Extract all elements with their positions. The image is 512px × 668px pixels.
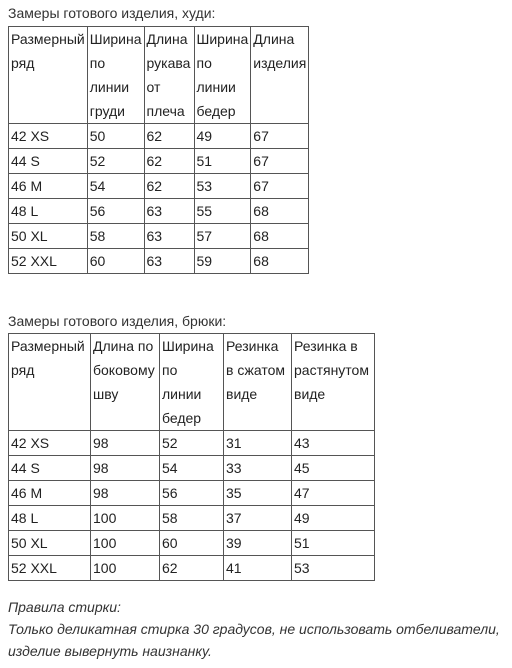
hoodie-table-header <box>9 27 309 124</box>
measure-cell: 53 <box>194 174 251 199</box>
column-header <box>292 334 375 431</box>
measure-cell: 55 <box>194 199 251 224</box>
table-row <box>9 124 309 149</box>
measure-cell: 49 <box>194 124 251 149</box>
measure-cell: 47 <box>292 481 375 506</box>
hoodie-size-table <box>8 26 309 274</box>
column-header <box>160 334 224 431</box>
size-cell: 52 XXL <box>9 249 88 274</box>
measure-cell: 51 <box>292 531 375 556</box>
measure-cell: 67 <box>251 149 309 174</box>
size-cell: 48 L <box>9 506 91 531</box>
measure-cell: 68 <box>251 224 309 249</box>
column-header <box>87 27 144 124</box>
column-header-line: линии <box>162 386 202 402</box>
table-row <box>9 199 309 224</box>
column-header <box>194 27 251 124</box>
table-row <box>9 481 375 506</box>
washing-instructions <box>8 596 508 662</box>
column-header-line: плеча <box>146 103 185 119</box>
column-header-line: ряд <box>11 55 35 71</box>
table-row <box>9 506 375 531</box>
column-header-line: Ширина <box>196 31 249 47</box>
column-header-line: растянутом <box>294 362 369 378</box>
measure-cell: 98 <box>91 431 160 456</box>
measure-cell: 63 <box>144 224 194 249</box>
column-header-line: Длина <box>253 31 295 47</box>
table-row <box>9 431 375 456</box>
column-header-line: по <box>196 55 212 71</box>
measure-cell: 53 <box>292 556 375 581</box>
measure-cell: 52 <box>87 149 144 174</box>
column-header-line: Ширина <box>89 31 142 47</box>
measure-cell: 62 <box>160 556 224 581</box>
column-header-line: груди <box>89 103 125 119</box>
measure-cell: 51 <box>194 149 251 174</box>
measure-cell: 37 <box>224 506 292 531</box>
measure-cell: 60 <box>160 531 224 556</box>
measure-cell: 63 <box>144 199 194 224</box>
header-row <box>9 334 375 431</box>
size-cell: 48 L <box>9 199 88 224</box>
column-header <box>144 27 194 124</box>
column-header-line: Длина <box>146 31 188 47</box>
column-header-line: шву <box>93 386 119 402</box>
table-row <box>9 149 309 174</box>
column-header-line: Резинка в <box>294 338 358 354</box>
size-cell: 50 XL <box>9 224 88 249</box>
measure-cell: 58 <box>160 506 224 531</box>
column-header-line: Ширина <box>162 338 214 354</box>
washing-title: Правила стирки: <box>8 599 121 615</box>
column-header <box>9 27 88 124</box>
measure-cell: 35 <box>224 481 292 506</box>
table-row <box>9 174 309 199</box>
measure-cell: 50 <box>87 124 144 149</box>
hoodie-table-caption: Замеры готового изделия, худи: <box>8 5 216 21</box>
column-header-line: по <box>162 362 178 378</box>
measure-cell: 68 <box>251 199 309 224</box>
measure-cell: 98 <box>91 481 160 506</box>
pants-table-body <box>9 431 375 581</box>
washing-line-2: изделие вывернуть наизнанку. <box>8 643 212 659</box>
pants-table-caption: Замеры готового изделия, брюки: <box>8 313 227 329</box>
measure-cell: 56 <box>87 199 144 224</box>
column-header-line: боковому <box>93 362 155 378</box>
column-header-line: Длина по <box>93 338 154 354</box>
measure-cell: 56 <box>160 481 224 506</box>
table-row <box>9 456 375 481</box>
column-header-line: бедер <box>162 410 202 426</box>
size-cell: 46 M <box>9 174 88 199</box>
table-row <box>9 224 309 249</box>
measure-cell: 68 <box>251 249 309 274</box>
size-cell: 44 S <box>9 149 88 174</box>
measure-cell: 54 <box>87 174 144 199</box>
column-header-line: от <box>146 79 161 95</box>
measure-cell: 62 <box>144 174 194 199</box>
measure-cell: 33 <box>224 456 292 481</box>
table-row <box>9 531 375 556</box>
table-row <box>9 556 375 581</box>
column-header <box>91 334 160 431</box>
measure-cell: 100 <box>91 556 160 581</box>
measure-cell: 43 <box>292 431 375 456</box>
hoodie-table-body <box>9 124 309 274</box>
measure-cell: 57 <box>194 224 251 249</box>
column-header-line: линии <box>196 79 236 95</box>
measure-cell: 100 <box>91 531 160 556</box>
measure-cell: 63 <box>144 249 194 274</box>
column-header-line: Размерный <box>11 338 85 354</box>
size-cell: 46 M <box>9 481 91 506</box>
column-header-line: виде <box>226 386 258 402</box>
measure-cell: 58 <box>87 224 144 249</box>
measure-cell: 49 <box>292 506 375 531</box>
column-header-line: линии <box>89 79 130 95</box>
column-header <box>224 334 292 431</box>
column-header <box>9 334 91 431</box>
size-cell: 52 XXL <box>9 556 91 581</box>
column-header-line: по <box>89 55 106 71</box>
size-cell: 42 XS <box>9 431 91 456</box>
measure-cell: 45 <box>292 456 375 481</box>
measure-cell: 54 <box>160 456 224 481</box>
column-header <box>251 27 309 124</box>
column-header-line: Резинка <box>226 338 279 354</box>
measure-cell: 98 <box>91 456 160 481</box>
measure-cell: 62 <box>144 124 194 149</box>
pants-table-header <box>9 334 375 431</box>
column-header-line: виде <box>294 386 326 402</box>
size-cell: 42 XS <box>9 124 88 149</box>
measure-cell: 67 <box>251 124 309 149</box>
measure-cell: 52 <box>160 431 224 456</box>
measure-cell: 62 <box>144 149 194 174</box>
size-cell: 50 XL <box>9 531 91 556</box>
header-row <box>9 27 309 124</box>
column-header-line: бедер <box>196 103 236 119</box>
measure-cell: 60 <box>87 249 144 274</box>
column-header-line: в сжатом <box>226 362 285 378</box>
size-cell: 44 S <box>9 456 91 481</box>
column-header-line: Размерный <box>11 31 85 47</box>
measure-cell: 39 <box>224 531 292 556</box>
measure-cell: 67 <box>251 174 309 199</box>
column-header-line: изделия <box>253 55 307 71</box>
table-row <box>9 249 309 274</box>
column-header-line: рукава <box>146 55 191 71</box>
pants-size-table <box>8 333 375 581</box>
measure-cell: 100 <box>91 506 160 531</box>
column-header-line: ряд <box>11 362 35 378</box>
measure-cell: 41 <box>224 556 292 581</box>
measure-cell: 31 <box>224 431 292 456</box>
washing-line-1: Только деликатная стирка 30 градусов, не использовать отбеливатели, <box>8 621 500 637</box>
measure-cell: 59 <box>194 249 251 274</box>
